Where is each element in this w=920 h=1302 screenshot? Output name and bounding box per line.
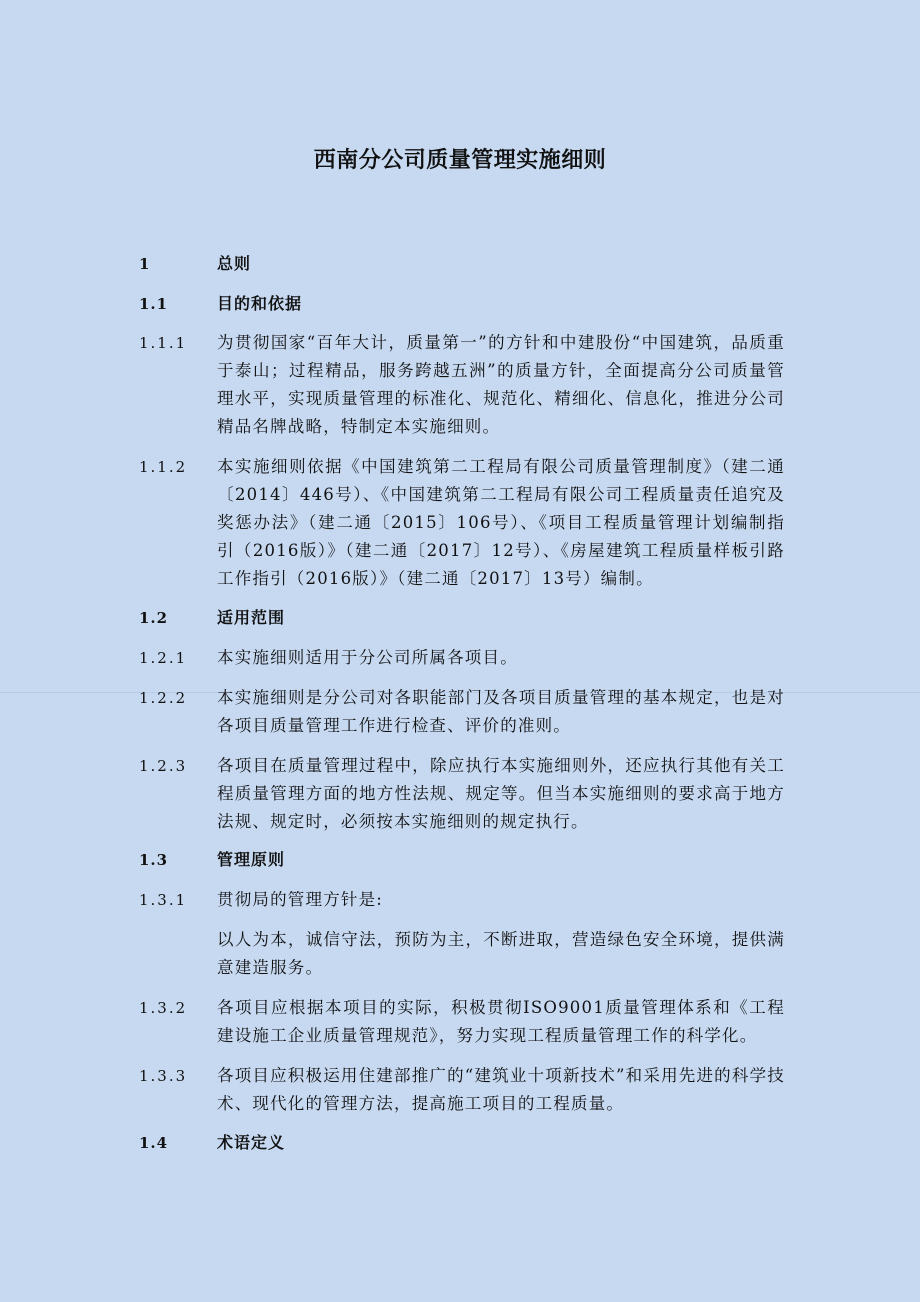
section-number: 1.3 [139, 851, 169, 869]
clause-text: 为贯彻国家“百年大计，质量第一”的方针和中建股份“中国建筑，品质重于泰山；过程精品，服务跨越五洲”的质量方针，全面提高分公司质量管理水平，实现质量管理的标准化、规范化、精细化、信息化，推进分公司精品名牌战略，特制定本实施细则。 [217, 333, 785, 436]
section-heading: 术语定义 [217, 1133, 286, 1152]
section-number: 1.2 [139, 609, 169, 627]
clause-text: 本实施细则是分公司对各职能部门及各项目质量管理的基本规定，也是对各项目质量管理工作进行检查、评价的准则。 [217, 688, 785, 735]
clause-number: 1.3.1 [139, 891, 188, 909]
clause-number: 1.2.1 [139, 649, 188, 667]
clause-number: 1.1.1 [139, 334, 188, 352]
clause-text: 各项目在质量管理过程中，除应执行本实施细则外，还应执行其他有关工程质量管理方面的地方性法规、规定等。但当本实施细则的要求高于地方法规、规定时，必须按本实施细则的规定执行。 [217, 756, 785, 831]
clause-text: 本实施细则适用于分公司所属各项目。 [217, 648, 518, 667]
clause-number: 1.1.2 [139, 458, 188, 476]
clause-text: 各项目应根据本项目的实际，积极贯彻ISO9001质量管理体系和《工程建设施工企业质量管理规范》，努力实现工程质量管理工作的科学化。 [217, 998, 785, 1045]
document-title: 西南分公司质量管理实施细则 [313, 148, 607, 173]
clause-number: 1.3.2 [139, 999, 188, 1017]
section-heading: 总则 [217, 254, 252, 273]
clause-text: 以人为本，诚信守法，预防为主，不断进取，营造绿色安全环境，提供满意建造服务。 [217, 930, 785, 977]
section-heading: 管理原则 [217, 850, 286, 869]
clause-text: 本实施细则依据《中国建筑第二工程局有限公司质量管理制度》（建二通〔2014〕446号）、《中国建筑第二工程局有限公司工程质量责任追究及奖惩办法》（建二通〔2015〕106号）、《项目工程质量管理计划编制指引（2016版）》（建二通〔2017〕12号）、《房屋建筑工程质量样板引路工作指引（2016版）》（建二通〔2017〕13号）编制。 [217, 457, 785, 588]
clause-number: 1.2.3 [139, 757, 188, 775]
clause-text: 各项目应积极运用住建部推广的“建筑业十项新技术”和采用先进的科学技术、现代化的管理方法，提高施工项目的工程质量。 [217, 1066, 785, 1113]
section-number: 1.4 [139, 1134, 169, 1152]
section-heading: 适用范围 [217, 608, 286, 627]
section-number: 1 [139, 255, 151, 273]
clause-text: 贯彻局的管理方针是: [217, 890, 384, 909]
clause-number: 1.2.2 [139, 689, 188, 707]
section-heading: 目的和依据 [217, 294, 303, 313]
clause-number: 1.3.3 [139, 1067, 188, 1085]
section-number: 1.1 [139, 295, 169, 313]
